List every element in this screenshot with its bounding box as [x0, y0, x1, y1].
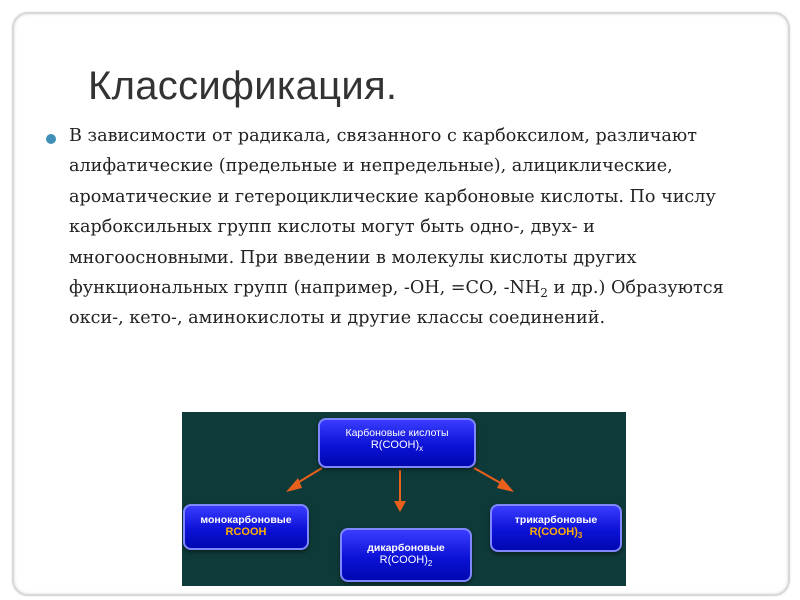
- node-middle-formula-main: R(COOH): [379, 554, 428, 566]
- classification-diagram: [182, 412, 626, 586]
- arrow-right-head: [497, 478, 514, 492]
- node-right-formula: [492, 526, 620, 539]
- node-middle-formula: [342, 554, 470, 567]
- node-top-label: Карбоновые кислоты: [345, 427, 449, 439]
- node-left-formula: RCOOH: [225, 526, 267, 538]
- node-left-label: монокарбоновые: [200, 514, 292, 526]
- node-carboxylic-acids: [318, 418, 476, 468]
- node-right-label: трикарбоновые: [514, 514, 598, 526]
- node-right-formula-sub: 3: [577, 531, 583, 541]
- paragraph-subscript: 2: [540, 286, 548, 301]
- arrow-left-head: [286, 478, 302, 492]
- node-dicarboxylic: [340, 528, 472, 582]
- bullet-icon: [46, 134, 56, 144]
- node-middle-label: дикарбоновые: [367, 542, 445, 554]
- node-right-formula-main: R(COOH): [529, 526, 578, 538]
- node-top-formula-sub: x: [419, 444, 424, 454]
- node-middle-formula-sub: 2: [427, 559, 433, 569]
- node-top-formula: [320, 439, 474, 452]
- paragraph-text-part2: и др.) Образуются окси-, кето-, аминокислоты и другие классы соединений.: [69, 278, 724, 329]
- node-tricarboxylic: [490, 504, 622, 552]
- arrow-right-shaft: [474, 468, 504, 485]
- paragraph-text-part1: В зависимости от радикала, связанного с карбоксилом, различают алифатические (предельные и непредельные), алициклические, ароматические и гетероциклические карбоновые кислоты. По числу карбоксильных групп кислоты могут быть одно-, двух- и многоосновными. При введении в молекулы кислоты других функциональных групп (например, -OH, =CO, -NH: [69, 126, 716, 299]
- node-top-formula-main: R(COOH): [370, 439, 420, 451]
- arrow-middle-head: [394, 501, 406, 512]
- node-monocarboxylic: [183, 504, 309, 550]
- bullet-paragraph: [69, 121, 759, 334]
- slide-title: Классификация.: [88, 64, 398, 108]
